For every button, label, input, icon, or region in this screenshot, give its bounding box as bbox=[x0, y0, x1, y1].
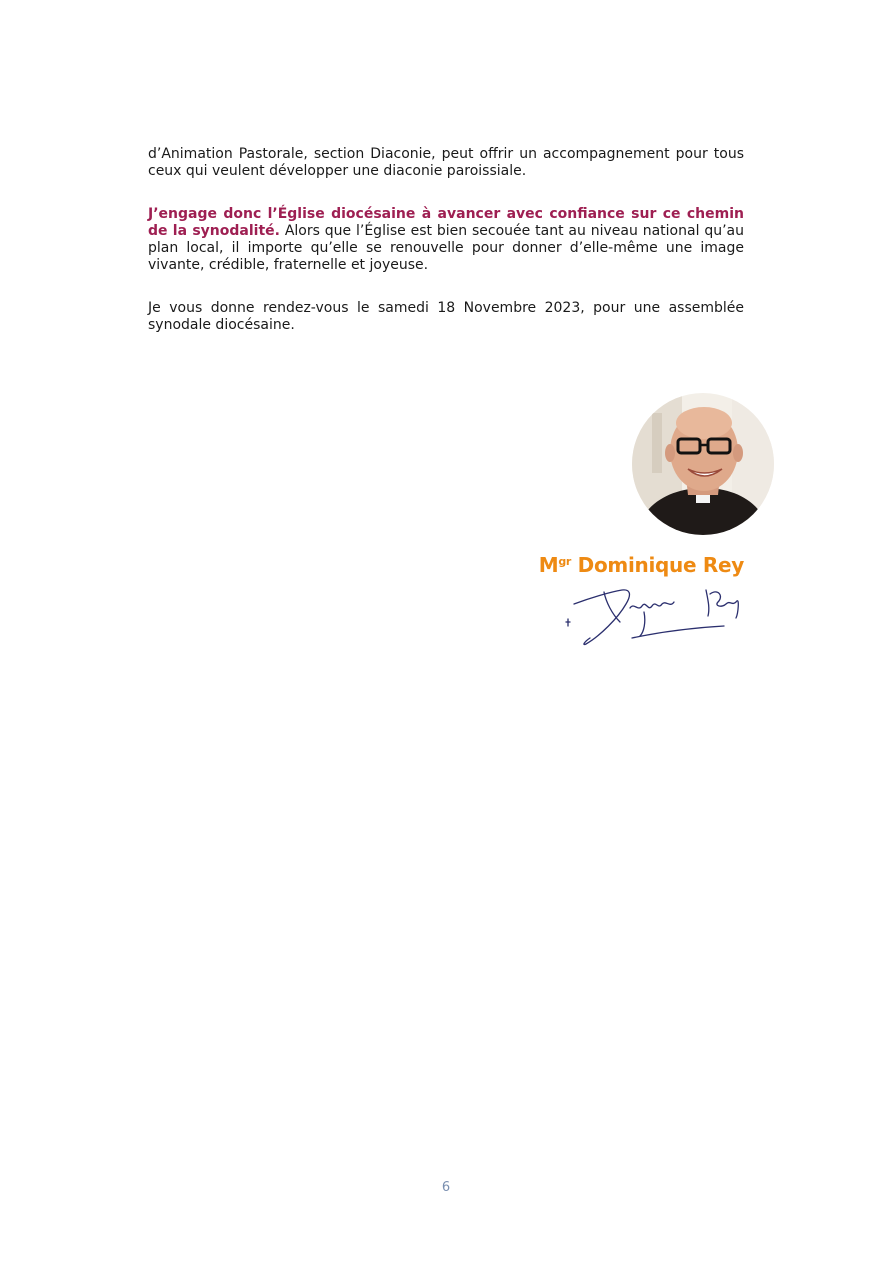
handwritten-signature bbox=[560, 578, 750, 650]
signer-title-sup: gr bbox=[558, 555, 572, 568]
signer-name-text: Dominique Rey bbox=[571, 553, 744, 577]
paragraph-rendez-vous: Je vous donne rendez-vous le samedi 18 Novembre 2023, pour une assemblée synodale diocésaine. bbox=[148, 300, 744, 333]
page-number: 6 bbox=[441, 1180, 451, 1195]
signer-title: M bbox=[538, 553, 559, 577]
emphasis-engagement: J’engage donc l’Église diocésaine à avancer avec confiance sur ce chemin de la synodalité. bbox=[148, 206, 744, 239]
bishop-portrait bbox=[632, 393, 774, 535]
paragraph-diaconie: d’Animation Pastorale, section Diaconie, peut offrir un accompagnement pour tous ceux qui veulent développer une diaconie paroissiale. bbox=[148, 146, 744, 179]
portrait-photo bbox=[632, 393, 774, 535]
paragraph-synodalite-body: Alors que l’Église est bien secouée tant au niveau national qu’au plan local, il importe qu’elle se renouvelle pour donner d’elle-même une image vivante, crédible, fraternelle et joyeuse. bbox=[148, 223, 744, 273]
paragraph-synodalite bbox=[148, 206, 744, 274]
signer-name bbox=[539, 553, 744, 577]
